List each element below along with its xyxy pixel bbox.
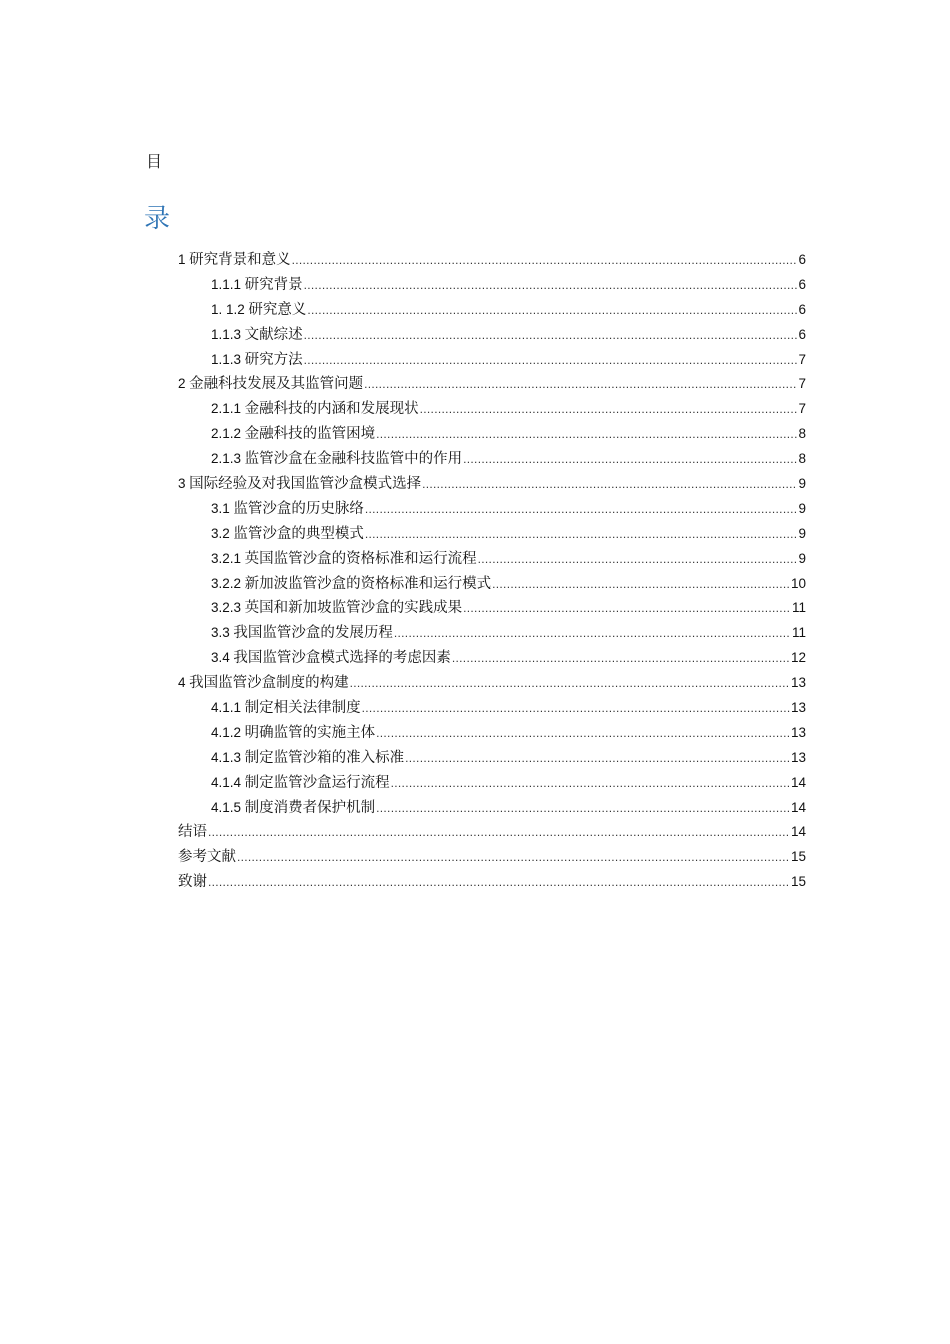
toc-dot-leader bbox=[422, 472, 797, 497]
toc-entry-number: 1 bbox=[178, 252, 186, 267]
toc-entry-page-number: 9 bbox=[798, 476, 806, 492]
toc-entry-title bbox=[211, 621, 393, 646]
toc-entry[interactable] bbox=[178, 845, 806, 870]
toc-entry[interactable] bbox=[178, 771, 806, 796]
toc-dot-leader bbox=[304, 273, 798, 298]
toc-entry-title bbox=[211, 746, 404, 771]
toc-entry-title bbox=[178, 472, 421, 497]
toc-dot-leader bbox=[478, 547, 798, 572]
toc-entry-title bbox=[211, 348, 303, 373]
toc-entry-text: 金融科技发展及其监管问题 bbox=[189, 376, 364, 393]
toc-entry-page-number: 10 bbox=[790, 575, 806, 591]
toc-entry-text: 参考文献 bbox=[178, 849, 236, 866]
toc-entry-title bbox=[211, 696, 361, 721]
toc-dot-leader bbox=[237, 845, 790, 870]
toc-dot-leader bbox=[365, 522, 798, 547]
toc-entry-text: 金融科技的监管困境 bbox=[244, 426, 376, 443]
toc-entry-page-number: 8 bbox=[798, 426, 806, 442]
toc-entry-text: 监管沙盒在金融科技监管中的作用 bbox=[244, 451, 463, 468]
toc-entry-title bbox=[211, 771, 390, 796]
toc-entry[interactable] bbox=[178, 596, 806, 621]
toc-entry-number: 4 bbox=[178, 675, 186, 691]
toc-entry-text: 监管沙盒的典型模式 bbox=[233, 525, 364, 542]
toc-entry[interactable] bbox=[178, 746, 806, 771]
toc-entry[interactable] bbox=[178, 572, 806, 597]
toc-entry-title bbox=[211, 273, 303, 298]
toc-entry-title bbox=[211, 497, 364, 522]
toc-entry-number: 3 bbox=[178, 476, 186, 492]
toc-entry-title bbox=[178, 845, 236, 870]
toc-entry-number: 2.1.2 bbox=[211, 426, 242, 442]
toc-dot-leader bbox=[463, 596, 791, 621]
toc-entry-title bbox=[211, 646, 451, 671]
toc-entry[interactable] bbox=[178, 646, 806, 671]
toc-dot-leader bbox=[364, 372, 797, 397]
toc-entry-number: 2.1.1 bbox=[211, 401, 242, 417]
toc-entry-title bbox=[211, 796, 375, 821]
toc-entry[interactable] bbox=[178, 696, 806, 721]
toc-heading-line1: 目 bbox=[146, 154, 163, 171]
toc-entry[interactable] bbox=[178, 721, 806, 746]
toc-dot-leader bbox=[307, 298, 797, 323]
toc-entry-text: 英国监管沙盒的资格标准和运行流程 bbox=[244, 550, 477, 567]
toc-entry[interactable] bbox=[178, 397, 806, 422]
toc-dot-leader bbox=[452, 646, 790, 671]
toc-entry-number: 2 bbox=[178, 376, 186, 392]
toc-entry-page-number: 9 bbox=[798, 500, 806, 516]
toc-dot-leader bbox=[492, 572, 790, 597]
toc-entry-text: 结语 bbox=[178, 824, 207, 841]
toc-entry[interactable] bbox=[178, 447, 806, 472]
toc-entry-number: 1. 1.2 bbox=[211, 301, 245, 317]
toc-entry-page-number: 15 bbox=[790, 849, 806, 865]
toc-entry-number: 4.1.1 bbox=[211, 700, 242, 716]
toc-dot-leader bbox=[420, 397, 798, 422]
toc-entry-text: 我国监管沙盒模式选择的考虑因素 bbox=[233, 650, 451, 667]
toc-entry-number: 4.1.4 bbox=[211, 774, 242, 790]
toc-entry-title bbox=[178, 870, 207, 895]
toc-entry-text: 英国和新加坡监管沙盒的实践成果 bbox=[244, 600, 463, 617]
toc-entry[interactable] bbox=[178, 796, 806, 821]
toc-entry-text: 制定监管沙箱的准入标准 bbox=[244, 749, 405, 766]
toc-entry-number: 1.1.3 bbox=[211, 351, 242, 367]
toc-entry-page-number: 11 bbox=[791, 600, 806, 616]
toc-entry-page-number: 8 bbox=[798, 451, 806, 467]
toc-entry-text: 明确监管的实施主体 bbox=[244, 724, 376, 741]
toc-entry[interactable] bbox=[178, 348, 806, 373]
toc-entry[interactable] bbox=[178, 497, 806, 522]
toc-entry[interactable] bbox=[178, 671, 806, 696]
toc-entry-page-number: 14 bbox=[790, 799, 806, 815]
toc-entry-text: 文献综述 bbox=[244, 326, 303, 343]
toc-entry-number: 3.2.2 bbox=[211, 575, 242, 591]
toc-entry[interactable] bbox=[178, 621, 806, 646]
toc-entry-text: 我国监管沙盒的发展历程 bbox=[233, 625, 393, 642]
toc-dot-leader bbox=[391, 771, 790, 796]
toc-entry-title bbox=[211, 522, 364, 547]
toc-entry-page-number: 13 bbox=[790, 675, 806, 691]
toc-entry-page-number: 11 bbox=[791, 625, 806, 641]
toc-entry[interactable] bbox=[178, 422, 806, 447]
toc-dot-leader bbox=[394, 621, 791, 646]
toc-entry[interactable] bbox=[178, 372, 806, 397]
toc-entry-text: 制定相关法律制度 bbox=[244, 700, 361, 717]
toc-entry-page-number: 6 bbox=[798, 252, 806, 267]
toc-heading-line2: 录 bbox=[144, 204, 171, 233]
toc-dot-leader bbox=[405, 746, 790, 771]
toc-entry-number: 2.1.3 bbox=[211, 451, 242, 467]
toc-dot-leader bbox=[304, 348, 798, 373]
toc-entry-page-number: 7 bbox=[798, 351, 806, 367]
toc-entry-title bbox=[178, 248, 291, 273]
toc-entry-page-number: 6 bbox=[798, 301, 806, 317]
toc-entry-page-number: 14 bbox=[790, 774, 806, 790]
toc-entry-page-number: 13 bbox=[790, 749, 806, 765]
toc-entry-number: 3.2.1 bbox=[211, 550, 242, 566]
toc-dot-leader bbox=[292, 248, 798, 273]
toc-entry-number: 3.3 bbox=[211, 625, 230, 641]
toc-entry-page-number: 13 bbox=[790, 724, 806, 740]
toc-entry-title bbox=[178, 671, 349, 696]
toc-entry-page-number: 15 bbox=[790, 874, 806, 890]
toc-entry-page-number: 7 bbox=[798, 376, 806, 392]
toc-entry[interactable] bbox=[178, 522, 806, 547]
toc-entry-title bbox=[178, 820, 207, 845]
toc-entry-number: 1.1.3 bbox=[211, 326, 242, 342]
toc-dot-leader bbox=[304, 323, 798, 348]
toc-entry-text: 监管沙盒的历史脉络 bbox=[233, 500, 364, 517]
toc-entry-title bbox=[211, 447, 462, 472]
toc-entry[interactable] bbox=[178, 820, 806, 845]
toc-entry[interactable] bbox=[178, 298, 806, 323]
toc-entry-page-number: 7 bbox=[798, 401, 806, 417]
toc-entry[interactable] bbox=[178, 870, 806, 895]
toc-dot-leader bbox=[463, 447, 797, 472]
toc-entry-page-number: 14 bbox=[790, 824, 806, 840]
toc-entry-text: 新加波监管沙盒的资格标准和运行模式 bbox=[244, 575, 492, 592]
toc-entry-text: 金融科技的内涵和发展现状 bbox=[244, 401, 419, 418]
toc-entry-title bbox=[211, 547, 477, 572]
toc-entry-page-number: 6 bbox=[798, 326, 806, 342]
toc-entry-title bbox=[211, 721, 375, 746]
toc-entry-number: 1.1.1 bbox=[211, 276, 242, 292]
toc-entry[interactable] bbox=[178, 323, 806, 348]
toc-entry-page-number: 9 bbox=[798, 550, 806, 566]
toc-entry-title bbox=[211, 323, 303, 348]
toc-dot-leader bbox=[362, 696, 790, 721]
toc-entry-text: 制度消费者保护机制 bbox=[244, 799, 376, 816]
toc-entry-title bbox=[211, 422, 375, 447]
toc-entry-title bbox=[211, 596, 462, 621]
toc-entry-number: 3.4 bbox=[211, 650, 230, 666]
toc-entry-number: 4.1.3 bbox=[211, 749, 242, 765]
toc-entry-page-number: 9 bbox=[798, 525, 806, 541]
toc-dot-leader bbox=[376, 422, 797, 447]
toc-entry-text: 我国监管沙盒制度的构建 bbox=[189, 675, 349, 692]
toc-entry-text: 致谢 bbox=[178, 874, 207, 891]
toc-dot-leader bbox=[208, 870, 790, 895]
toc-entry-text: 研究背景和意义 bbox=[189, 252, 291, 268]
toc-entry-text: 研究背景 bbox=[244, 276, 303, 293]
toc-entry-number: 4.1.2 bbox=[211, 724, 242, 740]
toc-entry-text: 研究方法 bbox=[244, 351, 303, 368]
toc-entry-title bbox=[211, 298, 306, 323]
toc-dot-leader bbox=[365, 497, 798, 522]
toc-entry-number: 4.1.5 bbox=[211, 799, 242, 815]
toc-entry-page-number: 13 bbox=[790, 700, 806, 716]
toc-dot-leader bbox=[208, 820, 790, 845]
toc-dot-leader bbox=[350, 671, 790, 696]
toc-entry-page-number: 6 bbox=[798, 276, 806, 292]
toc-entry-number: 3.2.3 bbox=[211, 600, 242, 616]
toc-entry-number: 3.1 bbox=[211, 500, 230, 516]
toc-dot-leader bbox=[376, 721, 790, 746]
toc-entry-page-number: 12 bbox=[790, 650, 806, 666]
toc-entry[interactable] bbox=[178, 472, 806, 497]
toc-entry-title bbox=[178, 372, 363, 397]
toc-entry[interactable] bbox=[178, 273, 806, 298]
table-of-contents bbox=[178, 248, 806, 895]
toc-entry-number: 3.2 bbox=[211, 525, 230, 541]
toc-entry-text: 制定监管沙盒运行流程 bbox=[244, 774, 390, 791]
toc-entry-text: 研究意义 bbox=[248, 301, 307, 318]
toc-entry[interactable] bbox=[178, 248, 806, 273]
toc-entry-text: 国际经验及对我国监管沙盒模式选择 bbox=[189, 476, 422, 493]
toc-dot-leader bbox=[376, 796, 790, 821]
toc-entry[interactable] bbox=[178, 547, 806, 572]
toc-entry-title bbox=[211, 572, 491, 597]
toc-entry-title bbox=[211, 397, 419, 422]
